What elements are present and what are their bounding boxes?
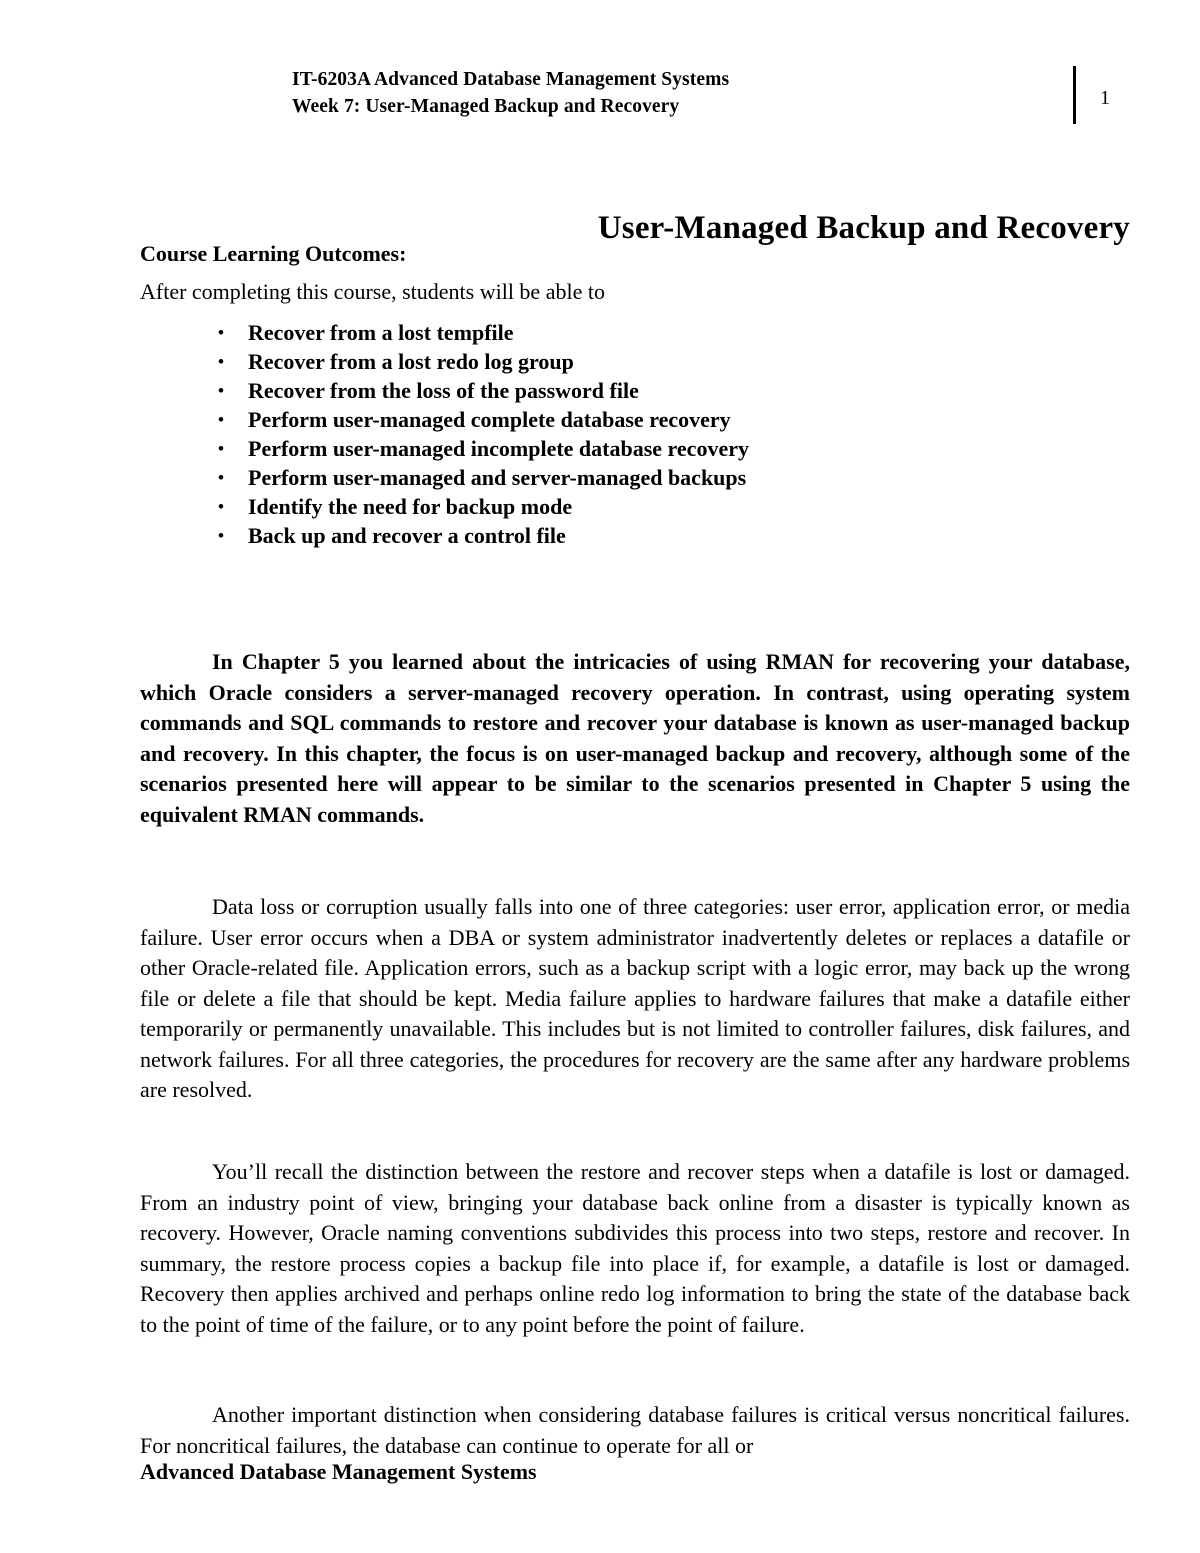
page-title: User-Managed Backup and Recovery [597, 210, 1130, 247]
header-line-course: IT-6203A Advanced Database Management Systems [292, 69, 730, 90]
list-item-label: Perform user-managed incomplete database recovery [248, 436, 749, 461]
list-item [140, 376, 1130, 405]
outcomes-lead-in-text: After completing this course, students will be able to [140, 279, 605, 304]
list-item [140, 434, 1130, 463]
bullet-icon: • [218, 439, 224, 458]
course-learning-outcomes-heading: Course Learning Outcomes: [140, 241, 407, 266]
bullet-icon: • [218, 526, 224, 545]
list-item-label: Identify the need for backup mode [248, 494, 573, 519]
bullet-icon: • [218, 497, 224, 516]
paragraph-restore-vs-recover: You’ll recall the distinction between the restore and recover steps when a datafile is lost or damaged. From an industry point of view, bringing your database back online from a disaster is typically known as recovery. However, Oracle naming conventions subdivides this process into two steps, restore and recover. In summary, the restore process copies a backup file into place if, for example, a datafile is lost or damaged. Recovery then applies archived and perhaps online redo log information to bring the state of the database back to the point of time of the failure, or to any point before the point of failure. [140, 1159, 1130, 1337]
bullet-icon: • [218, 352, 224, 371]
paragraph-critical-vs-noncritical: Another important distinction when considering database failures is critical versus noncritical failures. For noncritical failures, the database can continue to operate for all or [140, 1402, 1130, 1458]
list-item-label: Recover from the loss of the password file [248, 378, 639, 403]
bullet-icon: • [218, 468, 224, 487]
list-item-label: Perform user-managed complete database recovery [248, 407, 731, 432]
list-item [140, 347, 1130, 376]
list-item-label: Perform user-managed and server-managed backups [248, 465, 747, 490]
bullet-icon: • [218, 381, 224, 400]
running-header [140, 62, 1130, 132]
list-item [140, 318, 1130, 347]
list-item [140, 463, 1130, 492]
paragraph-chapter5-intro: In Chapter 5 you learned about the intricacies of using RMAN for recovering your database, which Oracle considers a server-managed recovery operation. In contrast, using operating system commands and SQL commands to restore and recover your database is known as user-managed backup and recovery. In this chapter, the focus is on user-managed backup and recovery, although some of the scenarios presented here will appear to be similar to the scenarios presented in Chapter 5 using the equivalent RMAN commands. [140, 649, 1130, 827]
page-number: 1 [1100, 87, 1110, 109]
paragraph-data-loss-categories: Data loss or corruption usually falls into one of three categories: user error, application error, or media failure. User error occurs when a DBA or system administrator inadvertently deletes or replaces a datafile or other Oracle-related file. Application errors, such as a backup script with a logic error, may back up the wrong file or delete a file that should be kept. Media failure applies to hardware failures that make a datafile either temporarily or permanently unavailable. This includes but is not limited to controller failures, disk failures, and network failures. For all three categories, the procedures for recovery are the same after any hardware problems are resolved. [140, 894, 1130, 1102]
list-item-label: Recover from a lost redo log group [248, 349, 574, 374]
list-item-label: Back up and recover a control file [248, 523, 566, 548]
bullet-icon: • [218, 410, 224, 429]
list-item [140, 521, 1130, 550]
bullet-icon: • [218, 323, 224, 342]
header-divider-rule [1073, 66, 1076, 124]
list-item-label: Recover from a lost tempfile [248, 320, 514, 345]
list-item [140, 492, 1130, 521]
header-course-info [292, 66, 729, 120]
course-learning-outcomes-list [140, 318, 1130, 550]
running-footer: Advanced Database Management Systems [140, 1459, 537, 1484]
header-line-week: Week 7: User-Managed Backup and Recovery [292, 96, 680, 117]
list-item [140, 405, 1130, 434]
